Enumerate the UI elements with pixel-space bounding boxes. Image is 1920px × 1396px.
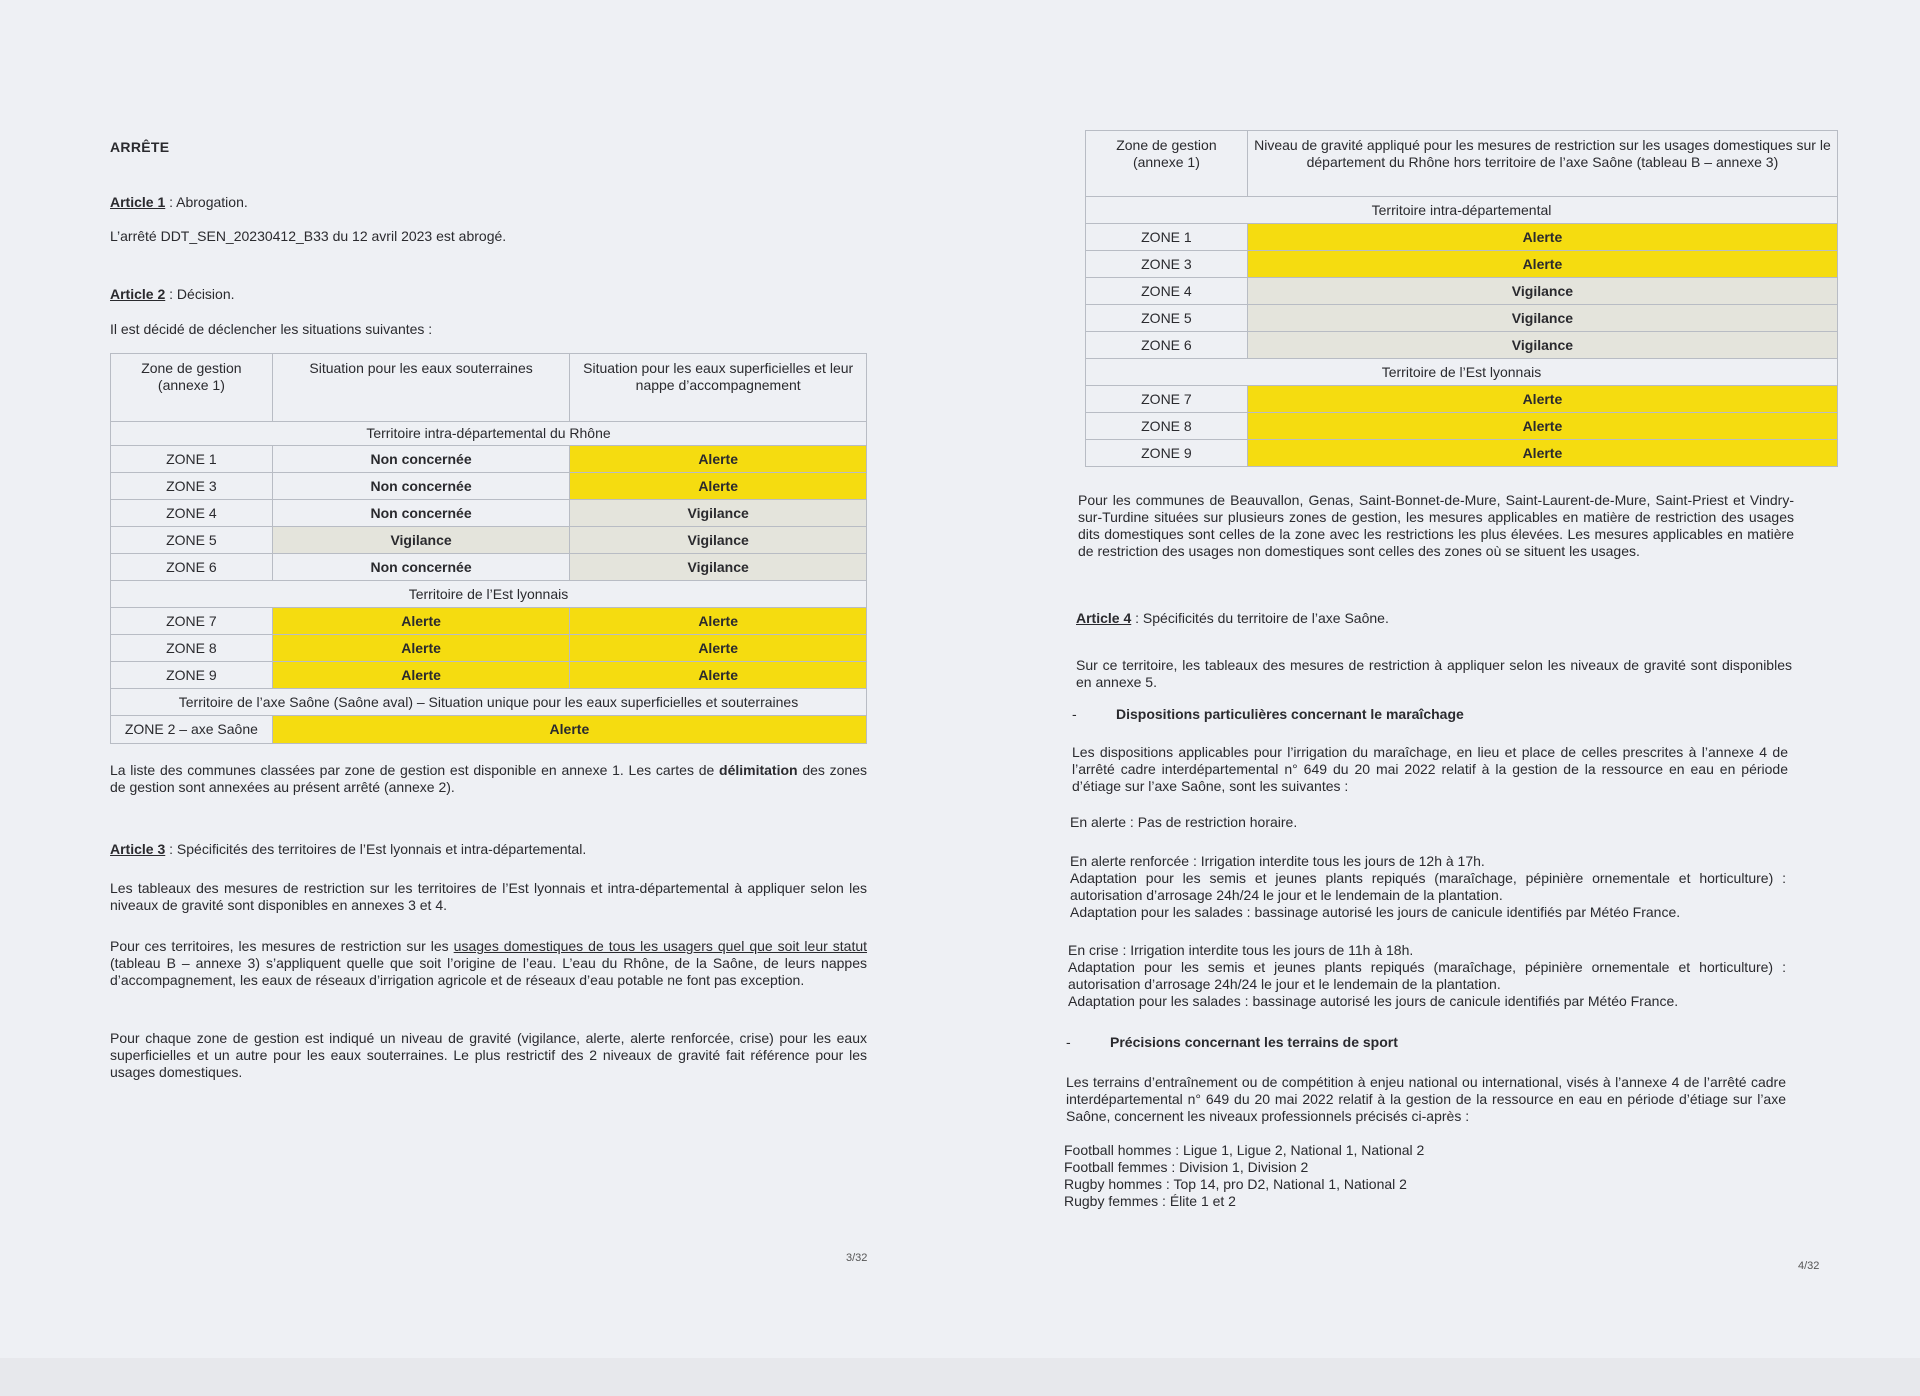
table-row: ZONE 6 Vigilance bbox=[1086, 332, 1838, 359]
table-row: ZONE 8 Alerte Alerte bbox=[111, 635, 867, 662]
page-3 bbox=[0, 0, 960, 1356]
table-row: ZONE 4 Non concernée Vigilance bbox=[111, 500, 867, 527]
communes-text: Pour les communes de Beauvallon, Genas, Saint-Bonnet-de-Mure, Saint-Laurent-de-Mure, Saint-Priest et Vindry-sur-Turdine situées sur plusieurs zones de gestion, les mesures applicables en matière de restriction des usages dits domestiques sont celles de la zone avec les restrictions les plus élevées. Les mesures applicables en matière de restriction des usages non domestiques sont celles des zones où se situent les usages. bbox=[1078, 492, 1794, 559]
adaptation-salades-2: Adaptation pour les salades : bassinage autorisé les jours de canicule identifiés par Météo France. bbox=[1068, 993, 1679, 1009]
sports-line-1: Football hommes : Ligue 1, Ligue 2, National 1, National 2 bbox=[1064, 1142, 1425, 1158]
after-table-text: La liste des communes classées par zone de gestion est disponible en annexe 1. Les cartes de délimitation des zones de gestion sont annexées au présent arrêté (annexe 2). bbox=[110, 762, 867, 795]
bullet-sport: - Précisions concernant les terrains de sport bbox=[1066, 1034, 1398, 1050]
bullet-maraichage: - Dispositions particulières concernant le maraîchage bbox=[1072, 706, 1464, 722]
article-3-para-3: Pour chaque zone de gestion est indiqué un niveau de gravité (vigilance, alerte, alerte renforcée, crise) pour les eaux superficielles et un autre pour les eaux souterraines. Le plus restrictif des 2 niveaux de gravité fait référence pour les usages domestiques. bbox=[110, 1030, 867, 1080]
article-4-para-3: Les terrains d’entraînement ou de compétition à enjeu national ou international, visés à l’annexe 4 de l’arrêté cadre interdépartemental n° 649 du 20 mai 2022 relatif à la gestion de la ressource en eau en période d’étiage sur l’axe Saône, concernent les niveaux professionnels précisés ci-après : bbox=[1066, 1074, 1786, 1124]
table-row: ZONE 9 Alerte bbox=[1086, 440, 1838, 467]
adaptation-salades-1: Adaptation pour les salades : bassinage autorisé les jours de canicule identifiés par Météo France. bbox=[1070, 904, 1681, 920]
article-4-para-2: Les dispositions applicables pour l’irrigation du maraîchage, en lieu et place de celles prescrites à l’annexe 4 de l’arrêté cadre interdépartemental n° 649 du 20 mai 2022 relatif à la gestion de la ressource en eau en période d’étiage sur l’axe Saône, sont les suivantes : bbox=[1072, 744, 1788, 794]
table-row: ZONE 1 Non concernée Alerte bbox=[111, 446, 867, 473]
header-zone: Zone de gestion (annexe 1) bbox=[1086, 131, 1248, 197]
sports-line-2: Football femmes : Division 1, Division 2 bbox=[1064, 1159, 1309, 1175]
section-saone: Territoire de l’axe Saône (Saône aval) – Situation unique pour les eaux superficielles et souterraines bbox=[111, 689, 867, 716]
article-4-para-1: Sur ce territoire, les tableaux des mesures de restriction à appliquer selon les niveaux de gravité sont disponibles en annexe 5. bbox=[1076, 657, 1792, 690]
arrete-heading: ARRÊTE bbox=[110, 139, 170, 155]
table-row: ZONE 1 Alerte bbox=[1086, 224, 1838, 251]
article-2-text: Il est décidé de déclencher les situations suivantes : bbox=[110, 321, 433, 337]
alerte-text: En alerte : Pas de restriction horaire. bbox=[1070, 814, 1298, 830]
article-1-title: Article 1 : Abrogation. bbox=[110, 194, 248, 210]
page-number: 3/32 bbox=[846, 1252, 868, 1264]
article-3-para-2: Pour ces territoires, les mesures de restriction sur les usages domestiques de tous les usagers quel que soit leur statut (tableau B – annexe 3) s’appliquent quelle que soit l’origine de l’eau. L’eau du Rhône, de la Saône, de leurs nappes d’accompagnement, les eaux de réseaux d’irrigation agricole et de réseaux d’eau potable ne font pas exception. bbox=[110, 938, 868, 988]
table-row: ZONE 3 Alerte bbox=[1086, 251, 1838, 278]
table-row: ZONE 5 Vigilance bbox=[1086, 305, 1838, 332]
section-intra: Territoire intra-départemental bbox=[1086, 197, 1838, 224]
table-row: ZONE 7 Alerte bbox=[1086, 386, 1838, 413]
header-sout: Situation pour les eaux souterraines bbox=[272, 354, 570, 422]
page-4 bbox=[960, 0, 1920, 1356]
table-row: ZONE 2 – axe Saône Alerte bbox=[111, 716, 867, 744]
alerte-renforcee-text: En alerte renforcée : Irrigation interdite tous les jours de 12h à 17h. bbox=[1070, 853, 1485, 869]
article-1-text: L’arrêté DDT_SEN_20230412_B33 du 12 avril 2023 est abrogé. bbox=[110, 228, 507, 244]
section-intra: Territoire intra-départemental du Rhône bbox=[111, 422, 867, 446]
section-est: Territoire de l’Est lyonnais bbox=[111, 581, 867, 608]
table-row: ZONE 6 Non concernée Vigilance bbox=[111, 554, 867, 581]
crise-text: En crise : Irrigation interdite tous les jours de 11h à 18h. bbox=[1068, 942, 1414, 958]
header-niveau: Niveau de gravité appliqué pour les mesures de restriction sur les usages domestiques sur le département du Rhône hors territoire de l’axe Saône (tableau B – annexe 3) bbox=[1247, 131, 1837, 197]
table-row: ZONE 3 Non concernée Alerte bbox=[111, 473, 867, 500]
article-4-title: Article 4 : Spécificités du territoire de l’axe Saône. bbox=[1076, 610, 1389, 626]
article-3-title: Article 3 : Spécificités des territoires de l’Est lyonnais et intra-départemental. bbox=[110, 841, 587, 857]
table-row: ZONE 7 Alerte Alerte bbox=[111, 608, 867, 635]
page-number: 4/32 bbox=[1798, 1260, 1820, 1272]
article-3-para-1: Les tableaux des mesures de restriction sur les territoires de l’Est lyonnais et intra-départemental à appliquer selon les niveaux de gravité sont disponibles en annexes 3 et 4. bbox=[110, 880, 867, 913]
table-row: ZONE 5 Vigilance Vigilance bbox=[111, 527, 867, 554]
table-row: ZONE 9 Alerte Alerte bbox=[111, 662, 867, 689]
table-row: ZONE 8 Alerte bbox=[1086, 413, 1838, 440]
sports-line-4: Rugby femmes : Élite 1 et 2 bbox=[1064, 1193, 1236, 1209]
section-est: Territoire de l’Est lyonnais bbox=[1086, 359, 1838, 386]
article-2-title: Article 2 : Décision. bbox=[110, 286, 235, 302]
header-zone: Zone de gestion (annexe 1) bbox=[111, 354, 273, 422]
situations-table bbox=[110, 353, 867, 744]
domestic-usage-table bbox=[1085, 130, 1838, 467]
table-row: ZONE 4 Vigilance bbox=[1086, 278, 1838, 305]
table-header-row bbox=[111, 354, 867, 422]
sports-line-3: Rugby hommes : Top 14, pro D2, National 1, National 2 bbox=[1064, 1176, 1407, 1192]
header-sup: Situation pour les eaux superficielles et leur nappe d’accompagnement bbox=[570, 354, 867, 422]
adaptation-semis-1: Adaptation pour les semis et jeunes plants repiqués (maraîchage, pépinière ornementale et horticulture) : autorisation d’arrosage 24h/24 le jour et le lendemain de la plantation. bbox=[1070, 870, 1786, 903]
table-header-row bbox=[1086, 131, 1838, 197]
scanner-bed-edge bbox=[0, 1358, 1920, 1396]
adaptation-semis-2: Adaptation pour les semis et jeunes plants repiqués (maraîchage, pépinière ornementale et horticulture) : autorisation d’arrosage 24h/24 le jour et le lendemain de la plantation. bbox=[1068, 959, 1786, 992]
